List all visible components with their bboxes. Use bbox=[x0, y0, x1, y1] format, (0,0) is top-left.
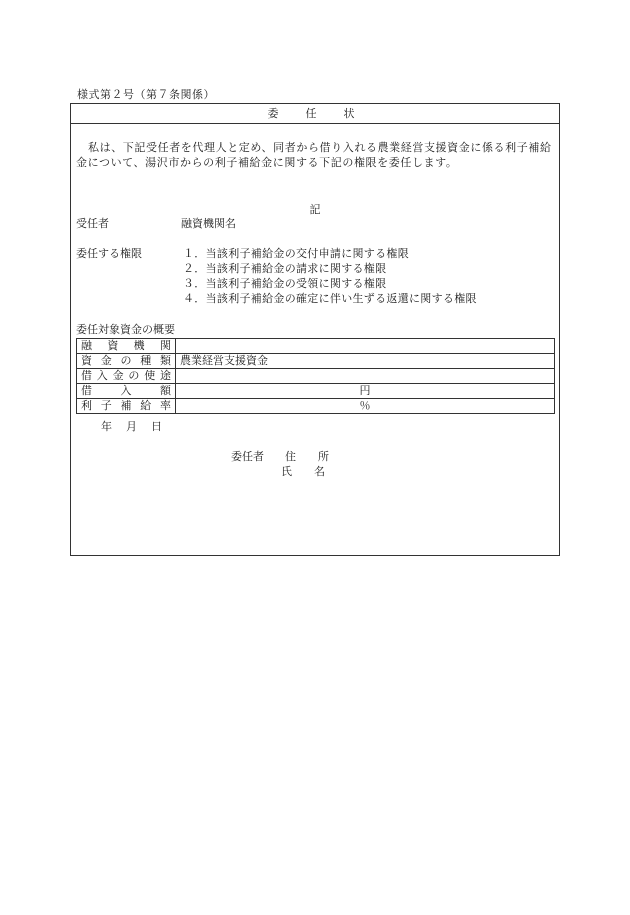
receiver-value: 融資機関名 bbox=[181, 217, 236, 230]
title-divider bbox=[71, 123, 559, 124]
row-label: 融資機関 bbox=[77, 339, 176, 354]
row-value: 農業経営支援資金 bbox=[176, 354, 555, 369]
receiver-label: 受任者 bbox=[76, 217, 109, 230]
signer-name-label: 氏名 bbox=[281, 465, 347, 478]
date-line: 年月日 bbox=[101, 420, 176, 433]
signer-label: 委任者 bbox=[231, 450, 264, 463]
overview-label: 委任対象資金の概要 bbox=[76, 323, 175, 336]
authority-item: ２．当該利子補給金の請求に関する権限 bbox=[183, 262, 387, 275]
row-label: 借入金の使途 bbox=[77, 369, 176, 384]
table-row bbox=[77, 339, 555, 354]
authority-item: ３．当該利子補給金の受領に関する権限 bbox=[183, 277, 387, 290]
row-label: 借入額 bbox=[77, 384, 176, 399]
row-label: 利子補給率 bbox=[77, 399, 176, 414]
row-value: 円 bbox=[176, 384, 555, 399]
signer-address-label: 住所 bbox=[285, 450, 351, 463]
proxy-form-box bbox=[70, 103, 560, 556]
ki-heading: 記 bbox=[309, 203, 321, 216]
table-row bbox=[77, 354, 555, 369]
authority-item: ４．当該利子補給金の確定に伴い生ずる返還に関する権限 bbox=[183, 292, 477, 305]
authority-item: １．当該利子補給金の交付申請に関する権限 bbox=[183, 247, 409, 260]
row-value bbox=[176, 369, 555, 384]
row-value bbox=[176, 339, 555, 354]
row-value: ％ bbox=[176, 399, 555, 414]
form-number-label: 様式第２号（第７条関係） bbox=[77, 88, 215, 101]
table-row bbox=[77, 384, 555, 399]
delegation-statement: 私は、下記受任者を代理人と定め、同者から借り入れる農業経営支援資金に係る利子補給金について、湯沢市からの利子補給金に関する下記の権限を委任します。 bbox=[76, 141, 552, 169]
document-title: 委 任 状 bbox=[267, 107, 363, 120]
fund-overview-table bbox=[76, 338, 555, 414]
table-row bbox=[77, 369, 555, 384]
row-label: 資金の種類 bbox=[77, 354, 176, 369]
table-row bbox=[77, 399, 555, 414]
authority-label: 委任する権限 bbox=[76, 247, 142, 260]
